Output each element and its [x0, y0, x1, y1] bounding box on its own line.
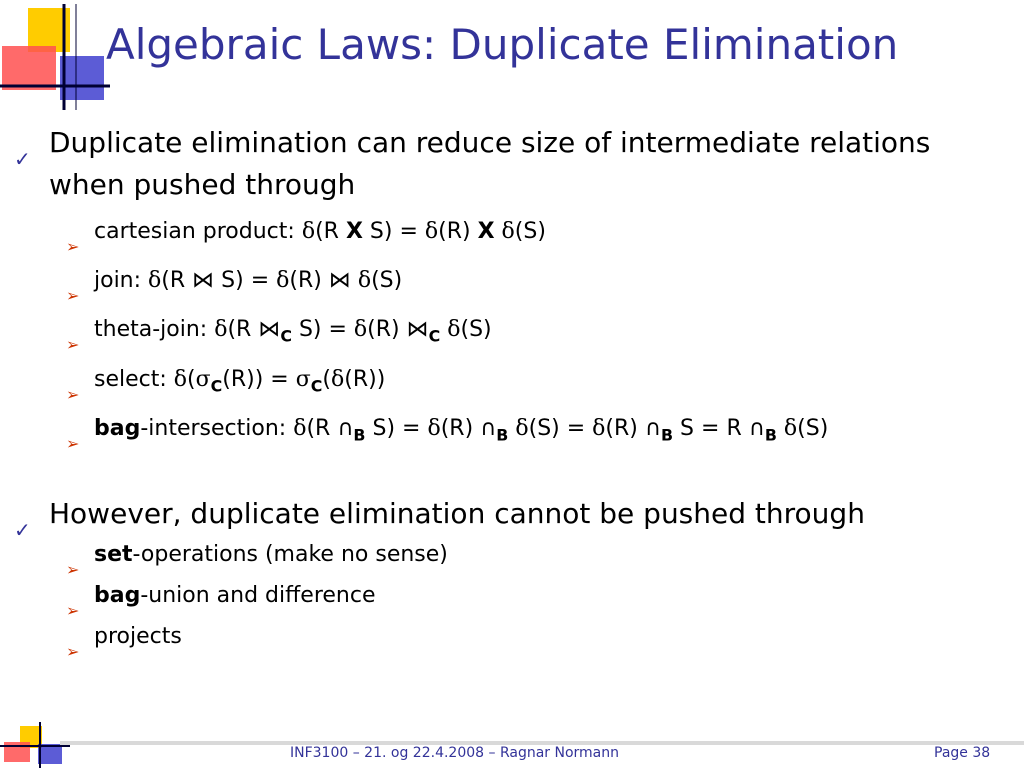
sub-item-label: -intersection:	[140, 416, 287, 441]
check-icon: ✓	[14, 518, 31, 542]
bullet-2-line-1: However, duplicate elimination cannot be pushed through	[49, 497, 865, 530]
sub-item-label: cartesian product:	[94, 219, 295, 244]
formula-join: δ(R ⋈ S) = δ(R) ⋈ δ(S)	[148, 268, 403, 293]
decoration-top-left	[0, 0, 110, 112]
arrow-bullet-icon: ➢	[66, 434, 80, 453]
slide-title: Algebraic Laws: Duplicate Elimination	[106, 20, 899, 69]
formula-theta: δ(R $⋈_C$ S) = δ(R) $⋈_C$ δ(S)	[214, 317, 492, 346]
arrow-bullet-icon: ➢	[66, 560, 80, 579]
sub-item-label: -operations (make no sense)	[132, 542, 448, 567]
sub-item-label: -union and difference	[140, 583, 376, 608]
footer-page-number: Page 38	[934, 745, 991, 761]
sub-item-bold: set	[94, 542, 133, 567]
sub-item-label: projects	[94, 624, 182, 649]
arrow-bullet-icon: ➢	[66, 286, 80, 305]
arrow-bullet-icon: ➢	[66, 237, 80, 256]
arrow-bullet-icon: ➢	[66, 335, 80, 354]
sub-item-label: join:	[94, 268, 142, 293]
arrow-bullet-icon: ➢	[66, 601, 80, 620]
formula-cartesian: δ(R X S) = δ(R) X δ(S)	[301, 219, 546, 244]
decoration-bottom-left	[0, 722, 70, 768]
formula-select: $\delta(\sigma_C(R)) = \sigma_C(\delta(R))$	[173, 367, 386, 396]
bullet-1-line-1: Duplicate elimination can reduce size of intermediate relations	[49, 126, 931, 159]
arrow-bullet-icon: ➢	[66, 385, 80, 404]
deco-red-square	[2, 46, 56, 90]
sub-item-bold: bag	[94, 416, 141, 441]
formula-bag-intersection: δ(R $\cap_B$ S) = δ(R) $\cap_B$ δ(S) = δ(R) $\cap_B$ S = R $\cap_B$ δ(S)	[293, 416, 829, 445]
sub-item-label: theta-join:	[94, 317, 208, 342]
deco-blue-square	[60, 56, 104, 100]
footer-course: INF3100 – 21. og 22.4.2008 – Ragnar Normann	[290, 745, 620, 761]
sub-item-bold: bag	[94, 583, 141, 608]
sub-item-label: select:	[94, 367, 167, 392]
bullet-1-line-2: when pushed through	[49, 168, 356, 201]
arrow-bullet-icon: ➢	[66, 642, 80, 661]
check-icon: ✓	[14, 147, 31, 171]
